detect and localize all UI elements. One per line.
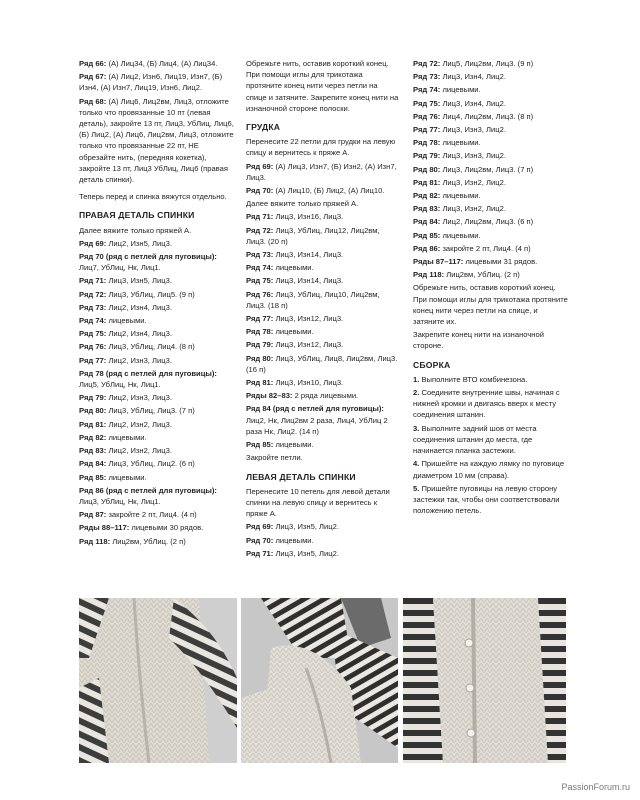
row-text: Соедините внутренние швы, начиная с нижней кромки и двигаясь вверх к месту соединения штанин.: [413, 388, 560, 420]
instruction-line: [413, 458, 569, 480]
photo-side-view: [241, 598, 398, 763]
row-text: Лиц3, УбЛиц, Нк, Лиц1.: [79, 496, 161, 506]
row-text: лицевыми.: [275, 327, 314, 337]
section-heading: ГРУДКА: [246, 122, 281, 133]
instruction-line: [413, 177, 569, 188]
row-text: Лиц3, Изн10, Лиц3.: [275, 378, 344, 388]
row-label: Ряд 69:: [79, 238, 107, 248]
row-label: Ряды 87–117:: [413, 257, 464, 267]
row-text: лицевыми 31 рядов.: [465, 257, 538, 267]
row-label: Ряд 72:: [246, 225, 274, 235]
row-text: Лиц3, УбЛиц, Лиц8, Лиц2вм, Лиц3. (16 п): [246, 353, 398, 374]
instruction-line: [413, 98, 569, 109]
instruction-line: [79, 251, 236, 273]
section-heading: ПРАВАЯ ДЕТАЛЬ СПИНКИ: [79, 210, 195, 221]
instruction-line: [413, 282, 569, 327]
row-text: Лиц3, Изн4, Лиц2.: [442, 72, 506, 82]
column-right: [413, 58, 569, 518]
row-label: Ряд 82:: [79, 432, 107, 442]
instruction-line: [79, 458, 236, 469]
section-heading: СБОРКА: [413, 359, 451, 370]
row-label: Ряд 77:: [246, 314, 274, 324]
instruction-line: [413, 387, 569, 421]
row-text: Лиц2, Изн3, Лиц3.: [108, 355, 172, 365]
row-text: лицевыми 30 рядов.: [131, 523, 204, 533]
row-text: (А) Лиц2, Изн6, Лиц19, Изн7, (Б) Изн4, (А) Изн7, Лиц19, Изн6, Лиц2.: [79, 72, 223, 93]
row-label: Ряды 88–117:: [79, 523, 130, 533]
instruction-line: [413, 137, 569, 148]
row-label: Ряд 86 (ряд с петлей для пуговицы):: [79, 485, 217, 495]
instruction-line: [413, 203, 569, 214]
instruction-line: [246, 136, 399, 158]
instruction-line: [79, 509, 236, 520]
row-label: Ряд 79:: [413, 151, 441, 161]
row-text: Лиц3, УбЛиц, Лиц10, Лиц2вм, Лиц3. (18 п): [246, 289, 380, 310]
instruction-line: [79, 225, 236, 236]
instruction-line: [246, 390, 399, 401]
row-text: (А) Лиц3, Изн7, (Б) Изн2, (А) Изн7, Лиц3.: [246, 161, 397, 182]
instruction-line: [246, 58, 399, 114]
row-text: Лиц3, Изн4, Лиц2.: [442, 98, 506, 108]
row-text: Лиц3, Лиц2вм, Лиц3. (7 п): [442, 164, 534, 174]
instruction-line: [246, 249, 399, 260]
row-text: Лиц3, Изн12, Лиц3.: [275, 314, 344, 324]
row-label: Ряд 75:: [246, 276, 274, 286]
row-text: Пришейте пуговицы на левую сторону застежки так, чтобы они соответствовали положению петель.: [413, 483, 560, 516]
instruction-line: [413, 84, 569, 95]
row-label: Ряд 74:: [246, 263, 274, 273]
column-left: [79, 58, 236, 549]
instruction-line: [413, 58, 569, 69]
row-label: 2.: [413, 388, 420, 398]
row-text: Далее вяжите только пряжей А.: [79, 225, 192, 235]
row-text: Обрежьте нить, оставив короткий конец. При помощи иглы для трикотажа протяните конец нити через петли на спице и затяните. Закрепите конец нити на изнаночной стороне полоски.: [246, 59, 399, 113]
row-text: 2 ряда лицевыми.: [294, 391, 359, 401]
row-label: Ряд 87:: [79, 510, 107, 520]
row-text: Лиц3, Изн2, Лиц2.: [442, 177, 506, 187]
column-middle: [246, 58, 399, 561]
row-label: Ряд 78 (ряд с петлей для пуговицы):: [79, 368, 217, 378]
instruction-line: [79, 445, 236, 456]
instruction-line: [79, 392, 236, 403]
instruction-line: [79, 315, 236, 326]
row-label: Ряд 73:: [246, 250, 274, 260]
row-text: Выполните ВТО комбинезона.: [421, 374, 528, 384]
instruction-line: [246, 262, 399, 273]
row-text: Лиц2, Нк, Лиц2вм 2 раза, Лиц4, УбЛиц 2 раза Нк, Лиц2. (14 п): [246, 415, 388, 436]
row-text: закройте 2 пт, Лиц4. (4 п): [108, 510, 197, 520]
row-label: Ряд 81:: [413, 177, 441, 187]
row-text: Перенесите 22 петли для грудки на левую спицу и вернитесь к пряже А.: [246, 137, 396, 158]
instruction-line: [79, 432, 236, 443]
row-text: Закрепите конец нити на изнаночной стороне.: [413, 330, 544, 351]
row-text: Далее вяжите только пряжей А.: [246, 199, 359, 209]
row-text: лицевыми.: [275, 263, 314, 273]
row-label: Ряд 72:: [413, 59, 441, 68]
instruction-line: [246, 452, 399, 463]
row-label: 3.: [413, 423, 420, 433]
row-label: Ряд 79:: [79, 393, 107, 403]
photo-button-placket: [403, 598, 566, 763]
instruction-line: [246, 289, 399, 311]
row-label: Ряд 86:: [413, 243, 441, 253]
instruction-line: [79, 522, 236, 533]
instruction-line: [246, 225, 399, 247]
row-label: Ряд 72:: [79, 289, 107, 299]
instruction-line: [413, 329, 569, 351]
row-text: Закройте петли.: [246, 453, 303, 463]
row-label: Ряд 77:: [79, 355, 107, 365]
row-text: Лиц2, Изн4, Лиц3.: [108, 329, 172, 339]
instruction-line: [79, 96, 236, 186]
instruction-line: [246, 353, 399, 375]
instruction-line: [413, 150, 569, 161]
row-text: Лиц3, Изн2, Лиц2.: [442, 204, 506, 214]
row-text: Лиц3, УбЛиц, Лиц2. (6 п): [108, 459, 195, 469]
watermark: PassionForum.ru: [561, 782, 630, 792]
row-label: Ряд 76:: [413, 111, 441, 121]
row-text: Лиц3, Изн3, Лиц2.: [442, 125, 506, 135]
row-label: Ряд 70:: [246, 535, 274, 545]
instruction-line: [246, 521, 399, 532]
row-label: Ряд 70:: [246, 186, 274, 196]
instruction-line: [79, 58, 236, 69]
row-text: Лиц2, Изн2, Лиц3.: [108, 446, 172, 456]
row-label: Ряд 85:: [246, 440, 274, 450]
row-label: Ряд 74:: [79, 316, 107, 326]
row-text: (А) Лиц34, (Б) Лиц4, (А) Лиц34.: [108, 59, 218, 68]
row-label: Ряд 67:: [79, 72, 107, 82]
instruction-line: [413, 190, 569, 201]
row-text: (А) Лиц10, (Б) Лиц2, (А) Лиц10.: [275, 186, 385, 196]
instruction-line: [79, 472, 236, 483]
row-label: Ряд 78:: [413, 138, 441, 148]
instruction-line: [413, 71, 569, 82]
instruction-line: [79, 302, 236, 313]
row-label: Ряд 85:: [79, 472, 107, 482]
instruction-line: [79, 368, 236, 390]
row-text: Лиц3, Изн5, Лиц2.: [275, 522, 339, 532]
row-label: Ряд 118:: [413, 270, 445, 280]
row-label: Ряды 82–83:: [246, 391, 293, 401]
row-label: Ряд 85:: [413, 230, 441, 240]
row-text: лицевыми.: [275, 440, 314, 450]
row-text: Лиц3, Изн14, Лиц3.: [275, 250, 344, 260]
photo-back-closure: [79, 598, 237, 763]
row-text: Лиц4, Лиц2вм, Лиц3. (8 п): [442, 111, 534, 121]
instruction-line: [79, 355, 236, 366]
row-text: Лиц2, Изн5, Лиц3.: [108, 238, 172, 248]
row-text: Лиц3, Изн5, Лиц2.: [275, 548, 339, 558]
instruction-line: [413, 256, 569, 267]
row-text: Лиц2вм, УбЛиц. (2 п): [112, 536, 186, 546]
row-label: Ряд 80:: [246, 353, 274, 363]
instruction-line: [413, 483, 569, 517]
row-label: 1.: [413, 374, 420, 384]
row-text: Лиц3, УбЛиц, Лиц12, Лиц2вм, Лиц3. (20 п): [246, 225, 380, 246]
row-label: 4.: [413, 459, 420, 469]
row-label: Ряд 70 (ряд с петлей для пуговицы):: [79, 252, 217, 262]
instruction-line: [79, 191, 236, 202]
row-label: Ряд 69:: [246, 161, 274, 171]
instruction-line: [79, 238, 236, 249]
row-label: Ряд 81:: [79, 419, 107, 429]
row-label: Ряд 84:: [79, 459, 107, 469]
row-label: Ряд 68:: [79, 96, 107, 106]
instruction-line: [79, 71, 236, 93]
row-text: Лиц3, Изн5, Лиц3.: [108, 276, 172, 286]
row-text: лицевыми.: [442, 85, 481, 95]
instruction-line: [413, 164, 569, 175]
row-text: Лиц2, Лиц2вм, Лиц3. (6 п): [442, 217, 534, 227]
instruction-line: [413, 124, 569, 135]
instruction-line: [246, 486, 399, 520]
instruction-line: [413, 243, 569, 254]
instruction-line: [413, 374, 569, 385]
instruction-line: [79, 341, 236, 352]
instruction-line: [79, 289, 236, 300]
row-label: Ряд 83:: [413, 204, 441, 214]
row-text: лицевыми.: [275, 535, 314, 545]
instruction-line: [246, 185, 399, 196]
instruction-line: [246, 439, 399, 450]
row-text: лицевыми.: [442, 230, 481, 240]
instruction-line: [246, 211, 399, 222]
row-text: Лиц3, УбЛиц, Лиц4. (8 п): [108, 342, 195, 352]
instruction-line: [246, 339, 399, 350]
row-label: Ряд 74:: [413, 85, 441, 95]
row-text: закройте 2 пт, Лиц4. (4 п): [442, 243, 531, 253]
row-label: Ряд 79:: [246, 340, 274, 350]
instruction-line: [79, 536, 236, 547]
instruction-line: [246, 377, 399, 388]
instruction-line: [246, 198, 399, 209]
row-label: Ряд 75:: [413, 98, 441, 108]
row-text: Лиц5, Лиц2вм, Лиц3. (9 п): [442, 59, 534, 68]
row-text: Лиц2, Изн3, Лиц3.: [108, 393, 172, 403]
row-text: Лиц3, Изн16, Лиц3.: [275, 212, 344, 222]
row-label: Ряд 118:: [79, 536, 111, 546]
row-label: Ряд 81:: [246, 378, 274, 388]
row-label: Ряд 76:: [79, 342, 107, 352]
row-text: Лиц3, Изн12, Лиц3.: [275, 340, 344, 350]
instruction-line: [246, 548, 399, 559]
row-text: Лиц7, УбЛиц, Нк, Лиц1.: [79, 263, 161, 273]
instruction-line: [413, 111, 569, 122]
instruction-line: [79, 419, 236, 430]
instruction-line: [79, 405, 236, 416]
row-label: Ряд 66:: [79, 59, 107, 68]
row-label: Ряд 73:: [79, 302, 107, 312]
row-label: Ряд 77:: [413, 125, 441, 135]
row-text: Лиц3, Изн3, Лиц2.: [442, 151, 506, 161]
row-text: Лиц2вм, УбЛиц. (2 п): [446, 270, 520, 280]
row-label: Ряд 71:: [79, 276, 107, 286]
row-text: лицевыми.: [108, 432, 147, 442]
instruction-line: [246, 161, 399, 183]
row-label: 5.: [413, 483, 420, 493]
instruction-line: [413, 269, 569, 280]
row-text: Перенесите 10 петель для левой детали спинки на левую спицу и вернитесь к пряже А.: [246, 486, 390, 519]
instruction-line: [246, 326, 399, 337]
instruction-line: [413, 216, 569, 227]
instruction-line: [79, 328, 236, 339]
row-label: Ряд 82:: [413, 191, 441, 201]
row-text: лицевыми.: [442, 138, 481, 148]
row-text: (А) Лиц6, Лиц2вм, Лиц3, отложите только что провязанные 10 пт (левая деталь), закройте 13 пт, Лиц3, УбЛиц, Лиц6, (Б) Лиц2, (А) Лиц6, Лиц2вм, Лиц3, отложите только что провязанные 22 пт, НЕ обрезайте нить, (передняя кокетка), закройте 13 пт, Лиц3 УбЛиц, Лиц6 (правая деталь спинки).: [79, 96, 234, 185]
instruction-line: [413, 423, 569, 457]
row-label: Ряд 71:: [246, 548, 274, 558]
row-label: Ряд 75:: [79, 329, 107, 339]
row-label: Ряд 69:: [246, 522, 274, 532]
row-text: лицевыми.: [108, 472, 147, 482]
instruction-line: [246, 535, 399, 546]
instruction-line: [413, 230, 569, 241]
instruction-line: [79, 485, 236, 507]
section-heading: ЛЕВАЯ ДЕТАЛЬ СПИНКИ: [246, 471, 356, 482]
row-label: Ряд 84 (ряд с петлей для пуговицы):: [246, 404, 384, 414]
row-label: Ряд 84:: [413, 217, 441, 227]
row-label: Ряд 73:: [413, 72, 441, 82]
row-label: Ряд 80:: [413, 164, 441, 174]
instruction-line: [246, 313, 399, 324]
row-label: Ряд 83:: [79, 446, 107, 456]
row-text: лицевыми.: [108, 316, 147, 326]
row-text: Выполните задний шов от места соединения штанин до места, где начинается планка застежки.: [413, 423, 537, 456]
row-text: Пришейте на каждую лямку по пуговице диаметром 10 мм (справа).: [413, 459, 565, 480]
instruction-line: [79, 275, 236, 286]
row-label: Ряд 78:: [246, 327, 274, 337]
row-label: Ряд 71:: [246, 212, 274, 222]
row-label: Ряд 76:: [246, 289, 274, 299]
row-text: Лиц2, Изн2, Лиц3.: [108, 419, 172, 429]
row-label: Ряд 80:: [79, 406, 107, 416]
instruction-line: [246, 403, 399, 437]
row-text: Лиц5, УбЛиц, Нк, Лиц1.: [79, 380, 161, 390]
row-text: Лиц3, УбЛиц, Лиц3. (7 п): [108, 406, 195, 416]
row-text: Лиц3, Изн14, Лиц3.: [275, 276, 344, 286]
instruction-line: [246, 275, 399, 286]
row-text: Обрежьте нить, оставив короткий конец. При помощи иглы для трикотажа протяните конец нити через петли на спице, и затяните их.: [413, 283, 568, 327]
row-text: Теперь перед и спинка вяжутся отдельно.: [79, 192, 227, 202]
row-text: Лиц2, Изн4, Лиц3.: [108, 302, 172, 312]
row-text: Лиц3, УбЛиц, Лиц5. (9 п): [108, 289, 195, 299]
row-text: лицевыми.: [442, 191, 481, 201]
